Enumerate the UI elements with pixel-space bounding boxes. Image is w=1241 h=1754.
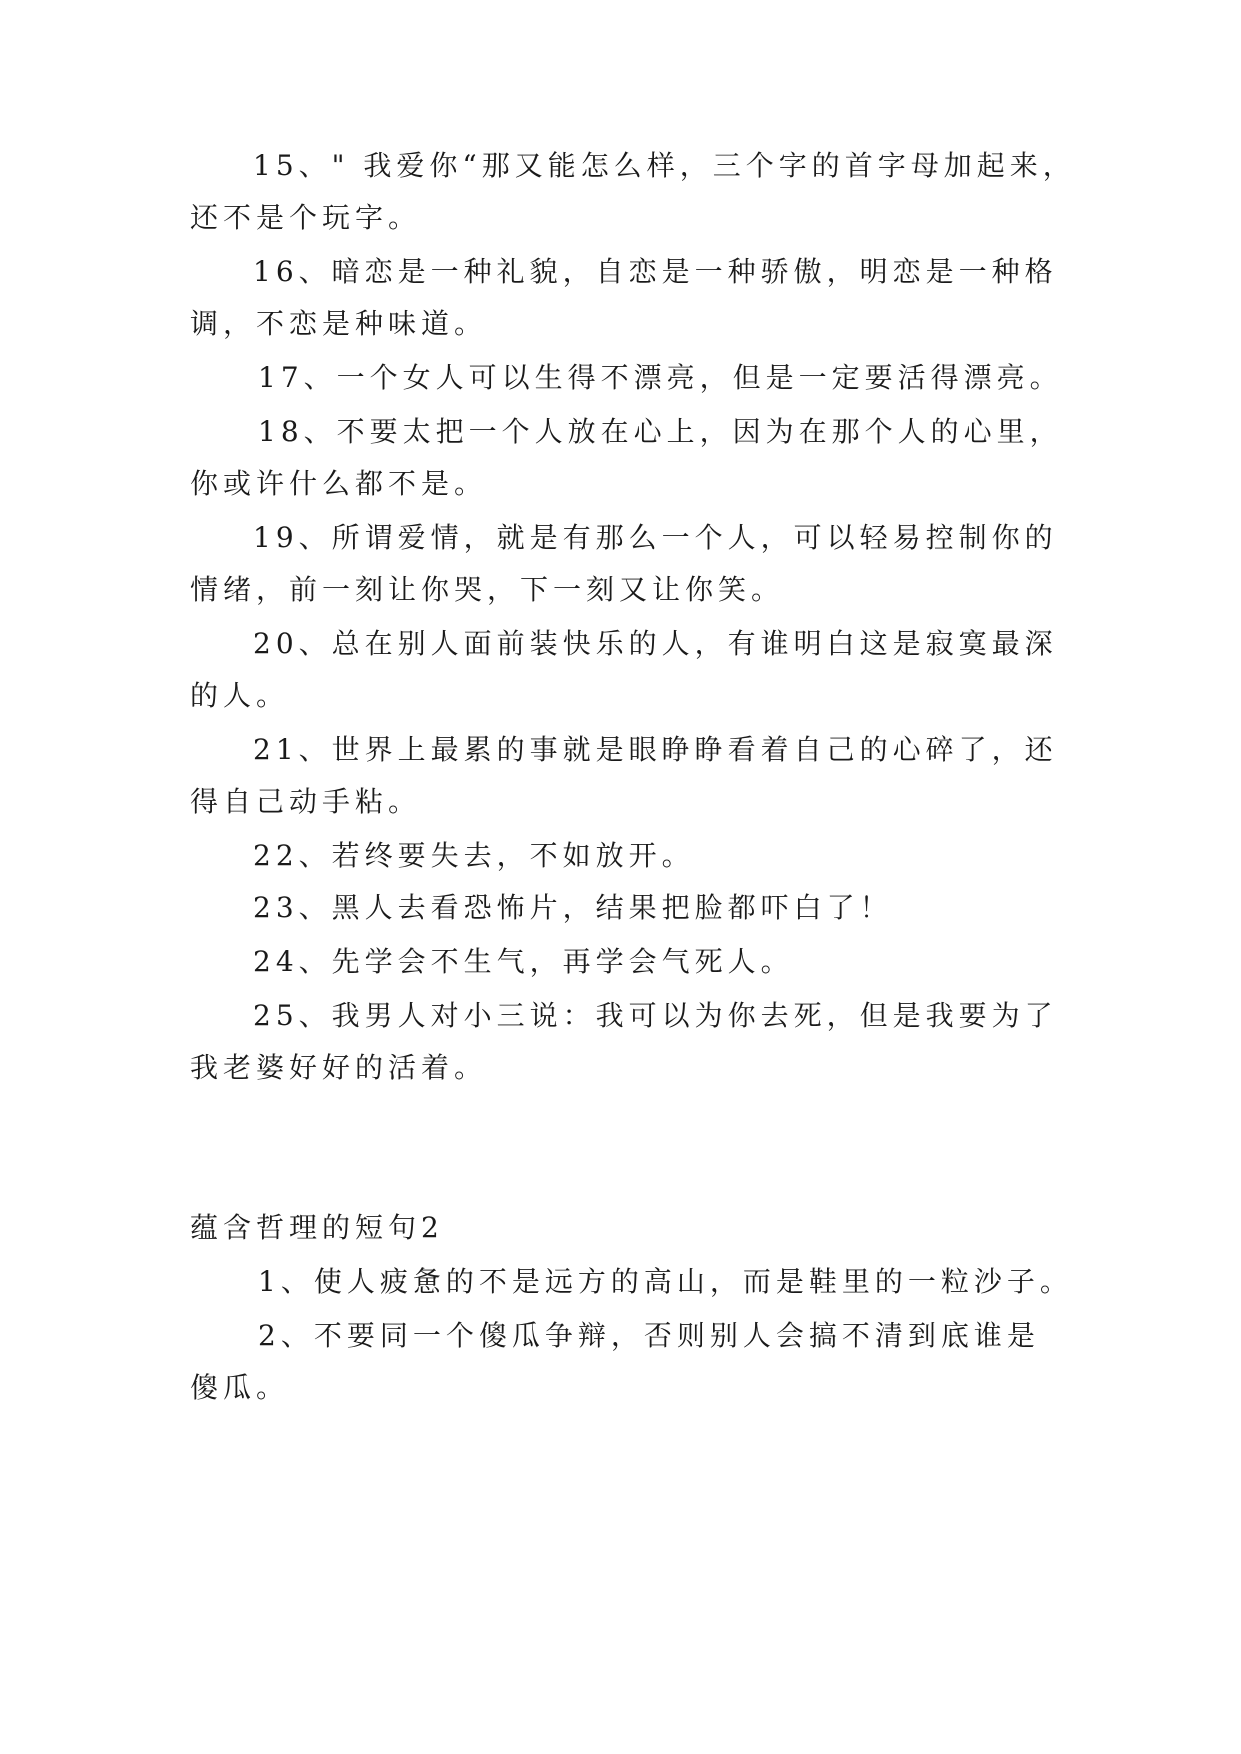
- item-20-line-1: 20、总在别人面前装快乐的人，有谁明白这是寂寞最深: [253, 627, 1058, 660]
- item-22-line-1: 22、若终要失去，不如放开。: [253, 839, 695, 872]
- item-18-line-2: 你或许什么都不是。: [190, 467, 488, 500]
- item-19-line-2: 情绪，前一刻让你哭，下一刻又让你笑。: [190, 573, 785, 606]
- section-item-2-line-1: 2、不要同一个傻瓜争辩，否则别人会搞不清到底谁是: [258, 1319, 1040, 1352]
- item-18-line-1: 18、不要太把一个人放在心上，因为在那个人的心里，: [258, 415, 1063, 448]
- item-20-line-2: 的人。: [190, 679, 290, 712]
- item-15-line-2: 还不是个玩字。: [190, 201, 422, 234]
- item-15-line-1: 15、" 我爱你“那又能怎么样，三个字的首字母加起来，: [253, 149, 1076, 182]
- section-title: 蕴含哲理的短句2: [190, 1211, 444, 1244]
- item-21-line-2: 得自己动手粘。: [190, 785, 422, 818]
- section-item-1-line-1: 1、使人疲惫的不是远方的高山，而是鞋里的一粒沙子。: [258, 1265, 1073, 1298]
- section-item-2-line-2: 傻瓜。: [190, 1371, 290, 1404]
- item-25-line-2: 我老婆好好的活着。: [190, 1051, 488, 1084]
- item-19-line-1: 19、所谓爱情，就是有那么一个人，可以轻易控制你的: [253, 521, 1058, 554]
- item-24-line-1: 24、先学会不生气，再学会气死人。: [253, 945, 794, 978]
- item-25-line-1: 25、我男人对小三说：我可以为你去死，但是我要为了: [253, 999, 1058, 1032]
- item-21-line-1: 21、世界上最累的事就是眼睁睁看着自己的心碎了，还: [253, 733, 1058, 766]
- item-23-line-1: 23、黑人去看恐怖片，结果把脸都吓白了！: [253, 891, 893, 924]
- item-16-line-2: 调，不恋是种味道。: [190, 307, 488, 340]
- item-17-line-1: 17、一个女人可以生得不漂亮，但是一定要活得漂亮。: [258, 361, 1063, 394]
- item-16-line-1: 16、暗恋是一种礼貌，自恋是一种骄傲，明恋是一种格: [253, 255, 1058, 288]
